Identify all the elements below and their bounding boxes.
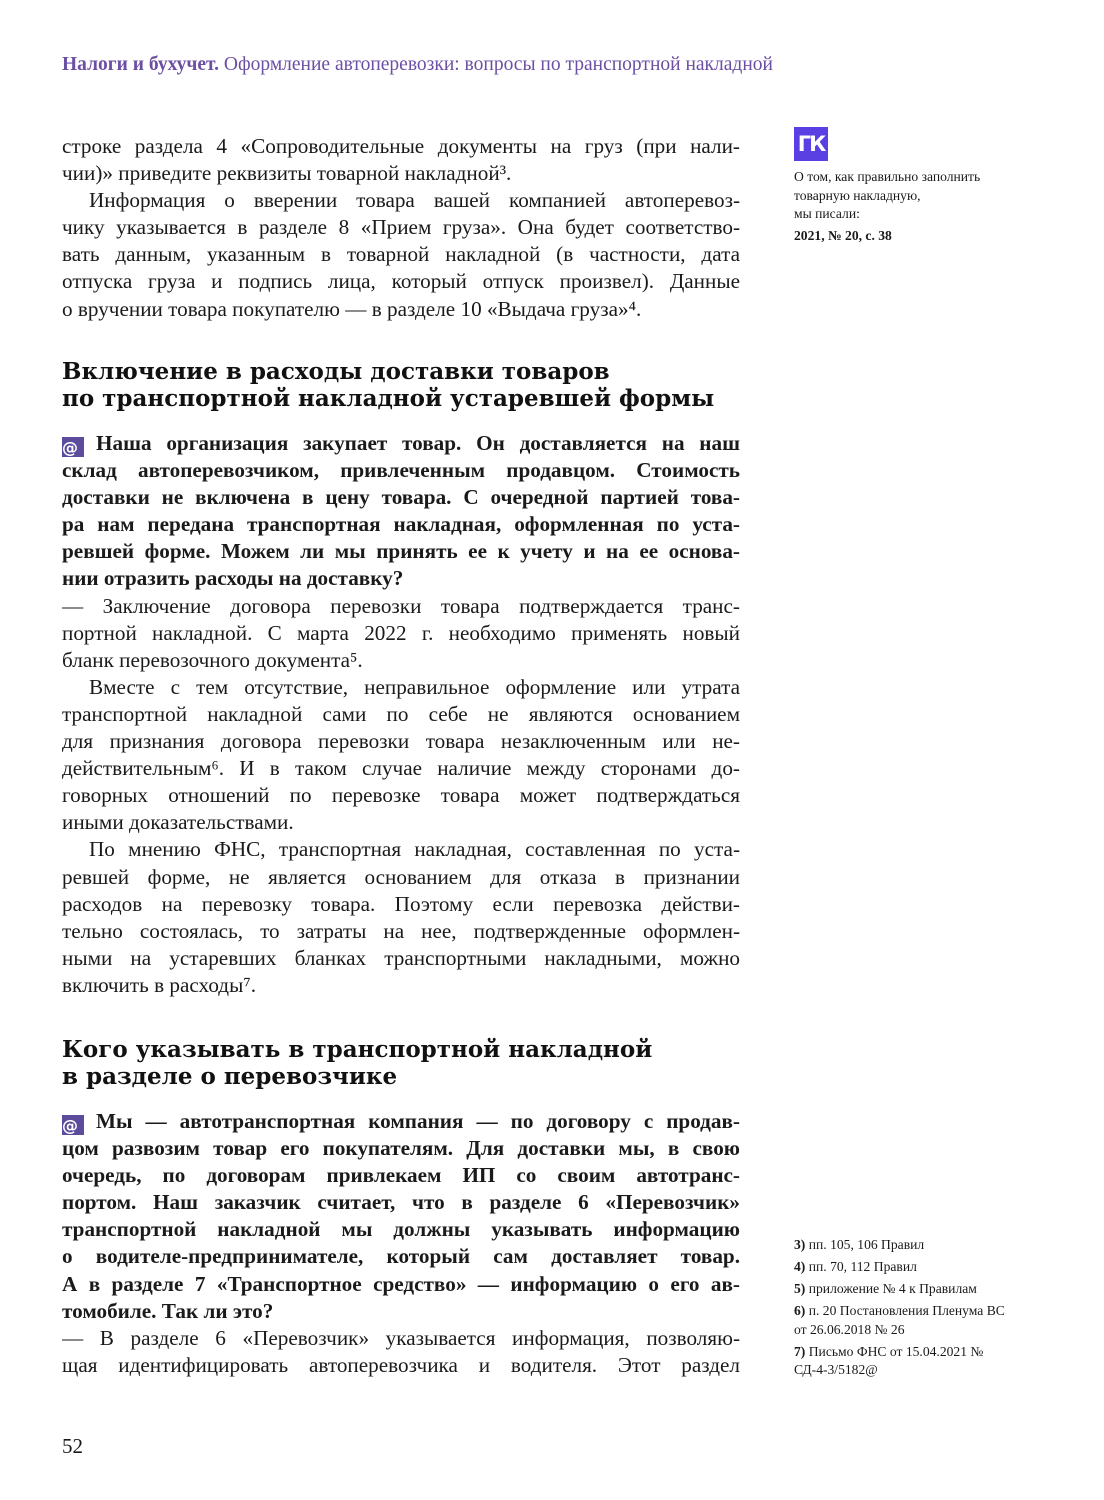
- text-line: иными доказательствами.: [62, 810, 294, 835]
- running-header-title: Оформление автоперевозки: вопросы по транспортной накладной: [223, 54, 773, 75]
- text-line: чику указывается в разделе 8 «Прием груза». Она будет соответство-: [62, 215, 740, 240]
- note-line: товарную накладную,: [794, 187, 921, 203]
- footnote-text: Письмо ФНС от 15.04.2021 № СД-4-3/5182@: [794, 1343, 984, 1377]
- paragraph: [62, 593, 740, 674]
- answer: [62, 593, 740, 999]
- text-line: расходов на перевозку товара. Поэтому если перевозка действи-: [62, 891, 740, 916]
- paragraph: [62, 674, 740, 837]
- footnotes: [794, 1236, 1019, 1383]
- footnote-text: пп. 70, 112 Правил: [808, 1259, 917, 1274]
- text-line: щая идентифицировать автоперевозчика и водителя. Этот раздел: [62, 1352, 740, 1377]
- section1-body: [62, 430, 740, 999]
- heading-line: в разделе о перевозчике: [62, 1063, 398, 1090]
- answer: [62, 1325, 740, 1379]
- footnote-number: 3): [794, 1237, 806, 1252]
- paragraph: [62, 133, 740, 187]
- footnote: [794, 1258, 1019, 1277]
- text-line: — Заключение договора перевозки товара подтверждается транс-: [62, 593, 740, 618]
- note-reference: 2021, № 20, с. 38: [794, 227, 892, 243]
- text-line: транспортной накладной сами по себе не являются основанием: [62, 701, 740, 726]
- question-at-icon: @: [62, 437, 84, 457]
- text-line: транспортной накладной мы должны указывать информацию: [62, 1217, 740, 1242]
- text-line: о водителе-предпринимателе, который сам доставляет товар.: [62, 1244, 740, 1269]
- text-line: доставки не включена в цену товара. С очередной партией това-: [62, 485, 740, 510]
- text-line: — В разделе 6 «Перевозчик» указывается информация, позволяю-: [62, 1325, 740, 1350]
- footnote-text: п. 20 Постановления Пленума ВС от 26.06.2018 № 26: [794, 1303, 1005, 1337]
- question-text: Наша организация закупает товар. Он доставляется на наш: [96, 431, 740, 455]
- note-line: мы писали:: [794, 206, 860, 221]
- text-line: вать данным, указанным в товарной накладной (в частности, дата: [62, 242, 740, 267]
- text-line: Информация о вверении товара вашей компанией автоперевоз-: [89, 188, 740, 213]
- footnote: [794, 1280, 1019, 1299]
- intro-text: [62, 133, 740, 323]
- text-line: По мнению ФНС, транспортная накладная, составленная по уста-: [89, 837, 740, 862]
- paragraph: [62, 187, 740, 322]
- running-header: [62, 54, 773, 76]
- paragraph: [62, 1325, 740, 1379]
- text-line: [62, 1108, 740, 1135]
- text-line: чии)» приведите реквизиты товарной накладной³.: [62, 161, 512, 186]
- text-line: нии отразить расходы на доставку?: [62, 566, 404, 591]
- text-line: Вместе с тем отсутствие, неправильное оформление или утрата: [89, 674, 740, 699]
- heading-line: Кого указывать в транспортной накладной: [62, 1036, 653, 1063]
- footnote-number: 6): [794, 1303, 806, 1318]
- text-line: действительным⁶. И в таком случае наличие между сторонами до-: [62, 756, 740, 781]
- section2-heading: [62, 1036, 652, 1090]
- footnote: [794, 1302, 1019, 1339]
- footnote: [794, 1343, 1019, 1380]
- text-line: ревшей форме. Можем ли мы принять ее к учету и на ее основа-: [62, 539, 740, 564]
- text-line: отпуска груза и подпись лица, который отпуск произвел). Данные: [62, 269, 740, 294]
- text-line: говорных отношений по перевозке товара может подтверждаться: [62, 783, 740, 808]
- text-line: цом развозим товар его покупателям. Для доставки мы, в свою: [62, 1136, 740, 1161]
- note-line: О том, как правильно заполнить: [794, 169, 981, 184]
- gk-logo-icon: ГК: [794, 127, 828, 161]
- footnote-text: пп. 105, 106 Правил: [808, 1237, 925, 1252]
- text-line: очередь, по договорам привлекаем ИП со своим автотранс-: [62, 1163, 740, 1188]
- page-number: 52: [62, 1434, 83, 1458]
- section2-body: [62, 1108, 740, 1379]
- footnote-number: 4): [794, 1259, 806, 1274]
- section1-heading: [62, 358, 714, 412]
- text-line: А в разделе 7 «Транспортное средство» — информацию о его ав-: [62, 1271, 740, 1296]
- text-line: для признания договора перевозки товара незаключенным или не-: [62, 729, 740, 754]
- heading-line: по транспортной накладной устаревшей формы: [62, 385, 715, 412]
- footnote: [794, 1236, 1019, 1255]
- text-line: ными на устаревших бланках транспортными накладными, можно: [62, 945, 740, 970]
- text-line: строке раздела 4 «Сопроводительные документы на груз (при нали-: [62, 134, 740, 158]
- text-line: ревшей форме, не является основанием для отказа в признании: [62, 864, 740, 889]
- sidebar-note: [794, 168, 1034, 245]
- text-line: тельно состоялась, то затраты на нее, подтвержденные оформлен-: [62, 918, 740, 943]
- text-line: портом. Наш заказчик считает, что в разделе 6 «Перевозчик»: [62, 1190, 740, 1215]
- footnote-number: 7): [794, 1343, 806, 1359]
- text-line: томобиле. Так ли это?: [62, 1298, 274, 1323]
- text-line: о вручении товара покупателю — в разделе 10 «Выдача груза»⁴.: [62, 296, 642, 321]
- question-text: Мы — автотранспортная компания — по договору с продав-: [96, 1109, 740, 1133]
- paragraph: [62, 836, 740, 999]
- text-line: склад автоперевозчиком, привлеченным продавцом. Стоимость: [62, 458, 740, 483]
- footnote-text: приложение № 4 к Правилам: [808, 1281, 977, 1296]
- heading-line: Включение в расходы доставки товаров: [62, 358, 610, 385]
- text-line: ра нам передана транспортная накладная, оформленная по уста-: [62, 512, 740, 537]
- text-line: портной накладной. С марта 2022 г. необходимо применять новый: [62, 620, 740, 645]
- text-line: [62, 430, 740, 457]
- running-header-section: Налоги и бухучет.: [62, 54, 220, 75]
- question: [62, 430, 740, 593]
- text-line: бланк перевозочного документа⁵.: [62, 647, 363, 672]
- footnote-number: 5): [794, 1281, 806, 1296]
- text-line: включить в расходы⁷.: [62, 972, 256, 997]
- question: [62, 1108, 740, 1325]
- question-at-icon: @: [62, 1115, 84, 1135]
